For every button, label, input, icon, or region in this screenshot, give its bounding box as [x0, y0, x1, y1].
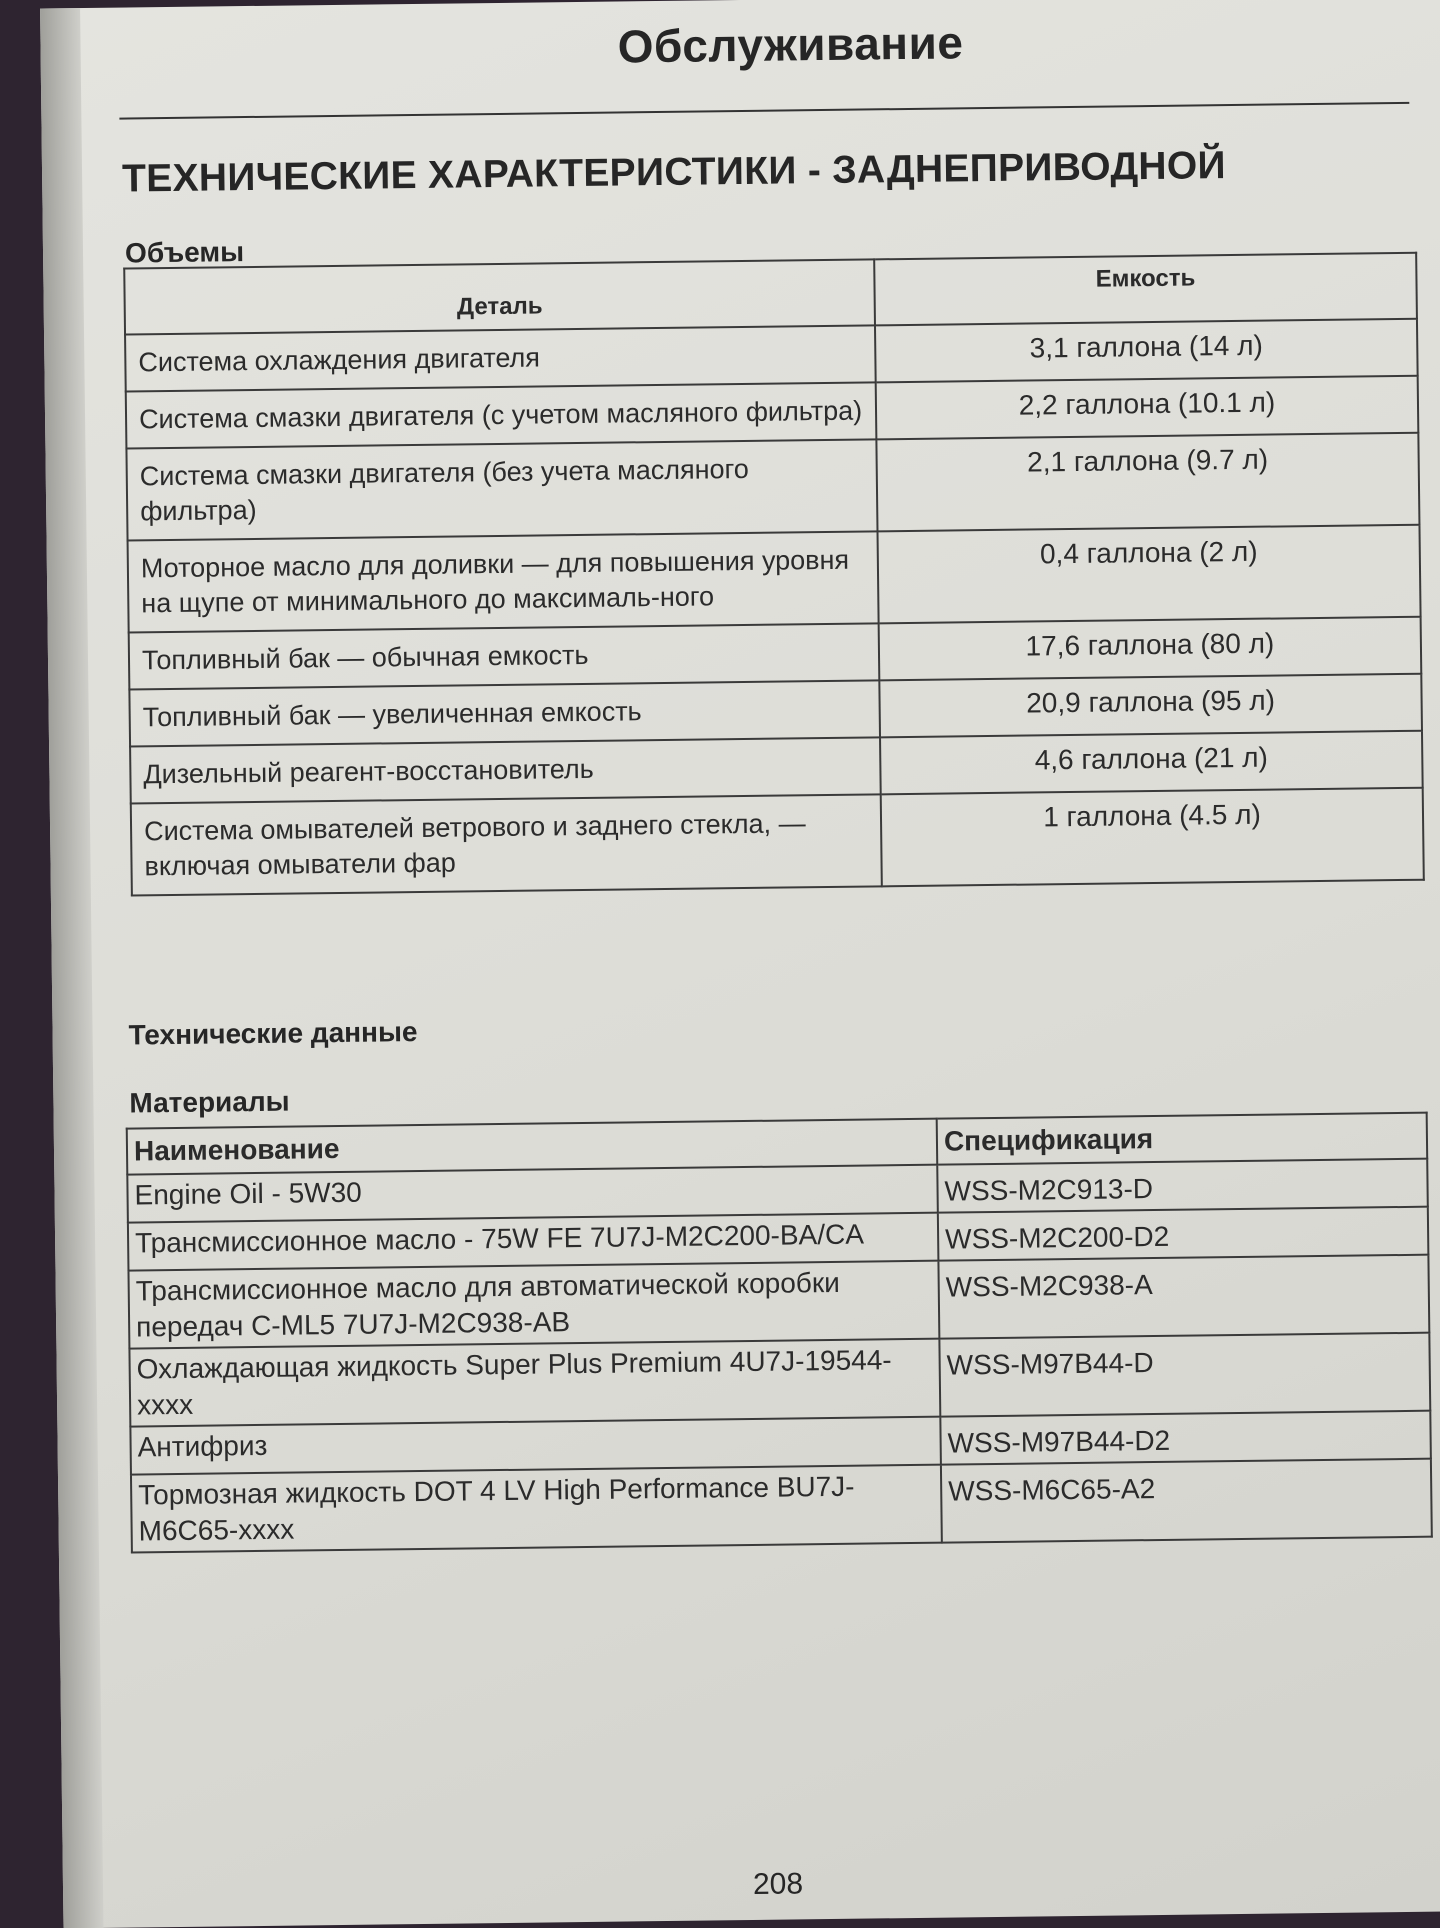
volumes-table — [123, 252, 1425, 897]
materials-table — [126, 1112, 1433, 1554]
material-spec-cell: WSS-M2C913-D — [937, 1159, 1428, 1213]
part-cell: Дизельный реагент-восстановитель — [130, 737, 881, 803]
material-spec-cell: WSS-M2C938-A — [938, 1255, 1429, 1339]
column-header-capacity: Емкость — [874, 253, 1417, 326]
material-spec-cell: WSS-M97B44-D2 — [940, 1411, 1431, 1465]
part-cell: Система смазки двигателя (с учетом масляного фильтра) — [126, 382, 877, 448]
volumes-title: Объемы — [124, 236, 245, 269]
table-row — [126, 433, 1419, 541]
column-header-name: Наименование — [127, 1119, 938, 1175]
material-name-cell: Трансмиссионное масло для автоматической коробки передач C-ML5 7U7J-M2C938-AB — [128, 1261, 939, 1349]
header-divider — [119, 102, 1409, 120]
material-name-cell: Охлаждающая жидкость Super Plus Premium 4U7J-19544-xxxx — [129, 1339, 940, 1427]
material-name-cell: Антифриз — [130, 1417, 941, 1475]
material-name-cell: Трансмиссионное масло - 75W FE 7U7J-M2C200-BA/CA — [128, 1213, 939, 1271]
capacity-cell: 17,6 галлона (80 л) — [879, 617, 1422, 681]
part-cell: Система омывателей ветрового и заднего стекла, — включая омыватели фар — [131, 794, 882, 895]
capacity-cell: 0,4 галлона (2 л) — [878, 525, 1421, 624]
part-cell: Моторное масло для доливки — для повышения уровня на щупе от минимального до максималь-ного — [128, 531, 879, 632]
material-spec-cell: WSS-M6C65-A2 — [941, 1459, 1432, 1543]
material-name-cell: Engine Oil - 5W30 — [127, 1165, 938, 1223]
table-row — [131, 788, 1424, 896]
capacity-cell: 20,9 галлона (95 л) — [879, 674, 1422, 738]
page-number: 208 — [752, 1867, 804, 1901]
capacity-cell: 3,1 галлона (14 л) — [875, 319, 1418, 383]
column-header-spec: Спецификация — [937, 1113, 1428, 1165]
part-cell: Топливный бак — обычная емкость — [129, 623, 880, 689]
table-row — [128, 525, 1421, 633]
materials-title: Материалы — [129, 1085, 290, 1119]
manual-page — [40, 0, 1440, 1928]
capacity-cell: 2,2 галлона (10.1 л) — [876, 376, 1419, 440]
tech-data-title: Технические данные — [128, 1016, 418, 1051]
column-header-part: Деталь — [124, 259, 875, 334]
capacity-cell: 4,6 галлона (21 л) — [880, 731, 1423, 795]
part-cell: Топливный бак — увеличенная емкость — [129, 680, 880, 746]
capacity-cell: 1 галлона (4.5 л) — [881, 788, 1424, 887]
material-spec-cell: WSS-M2C200-D2 — [938, 1207, 1429, 1261]
capacity-cell: 2,1 галлона (9.7 л) — [876, 433, 1419, 532]
part-cell: Система охлаждения двигателя — [125, 325, 876, 391]
material-spec-cell: WSS-M97B44-D — [939, 1333, 1430, 1417]
material-name-cell: Тормозная жидкость DOT 4 LV High Performance BU7J-M6C65-xxxx — [131, 1465, 942, 1553]
part-cell: Система смазки двигателя (без учета масляного фильтра) — [126, 439, 877, 540]
table-row — [131, 1459, 1432, 1553]
section-title: ТЕХНИЧЕСКИЕ ХАРАКТЕРИСТИКИ - ЗАДНЕПРИВОДНОЙ — [121, 144, 1227, 201]
page-header-title: Обслуживание — [617, 16, 964, 73]
